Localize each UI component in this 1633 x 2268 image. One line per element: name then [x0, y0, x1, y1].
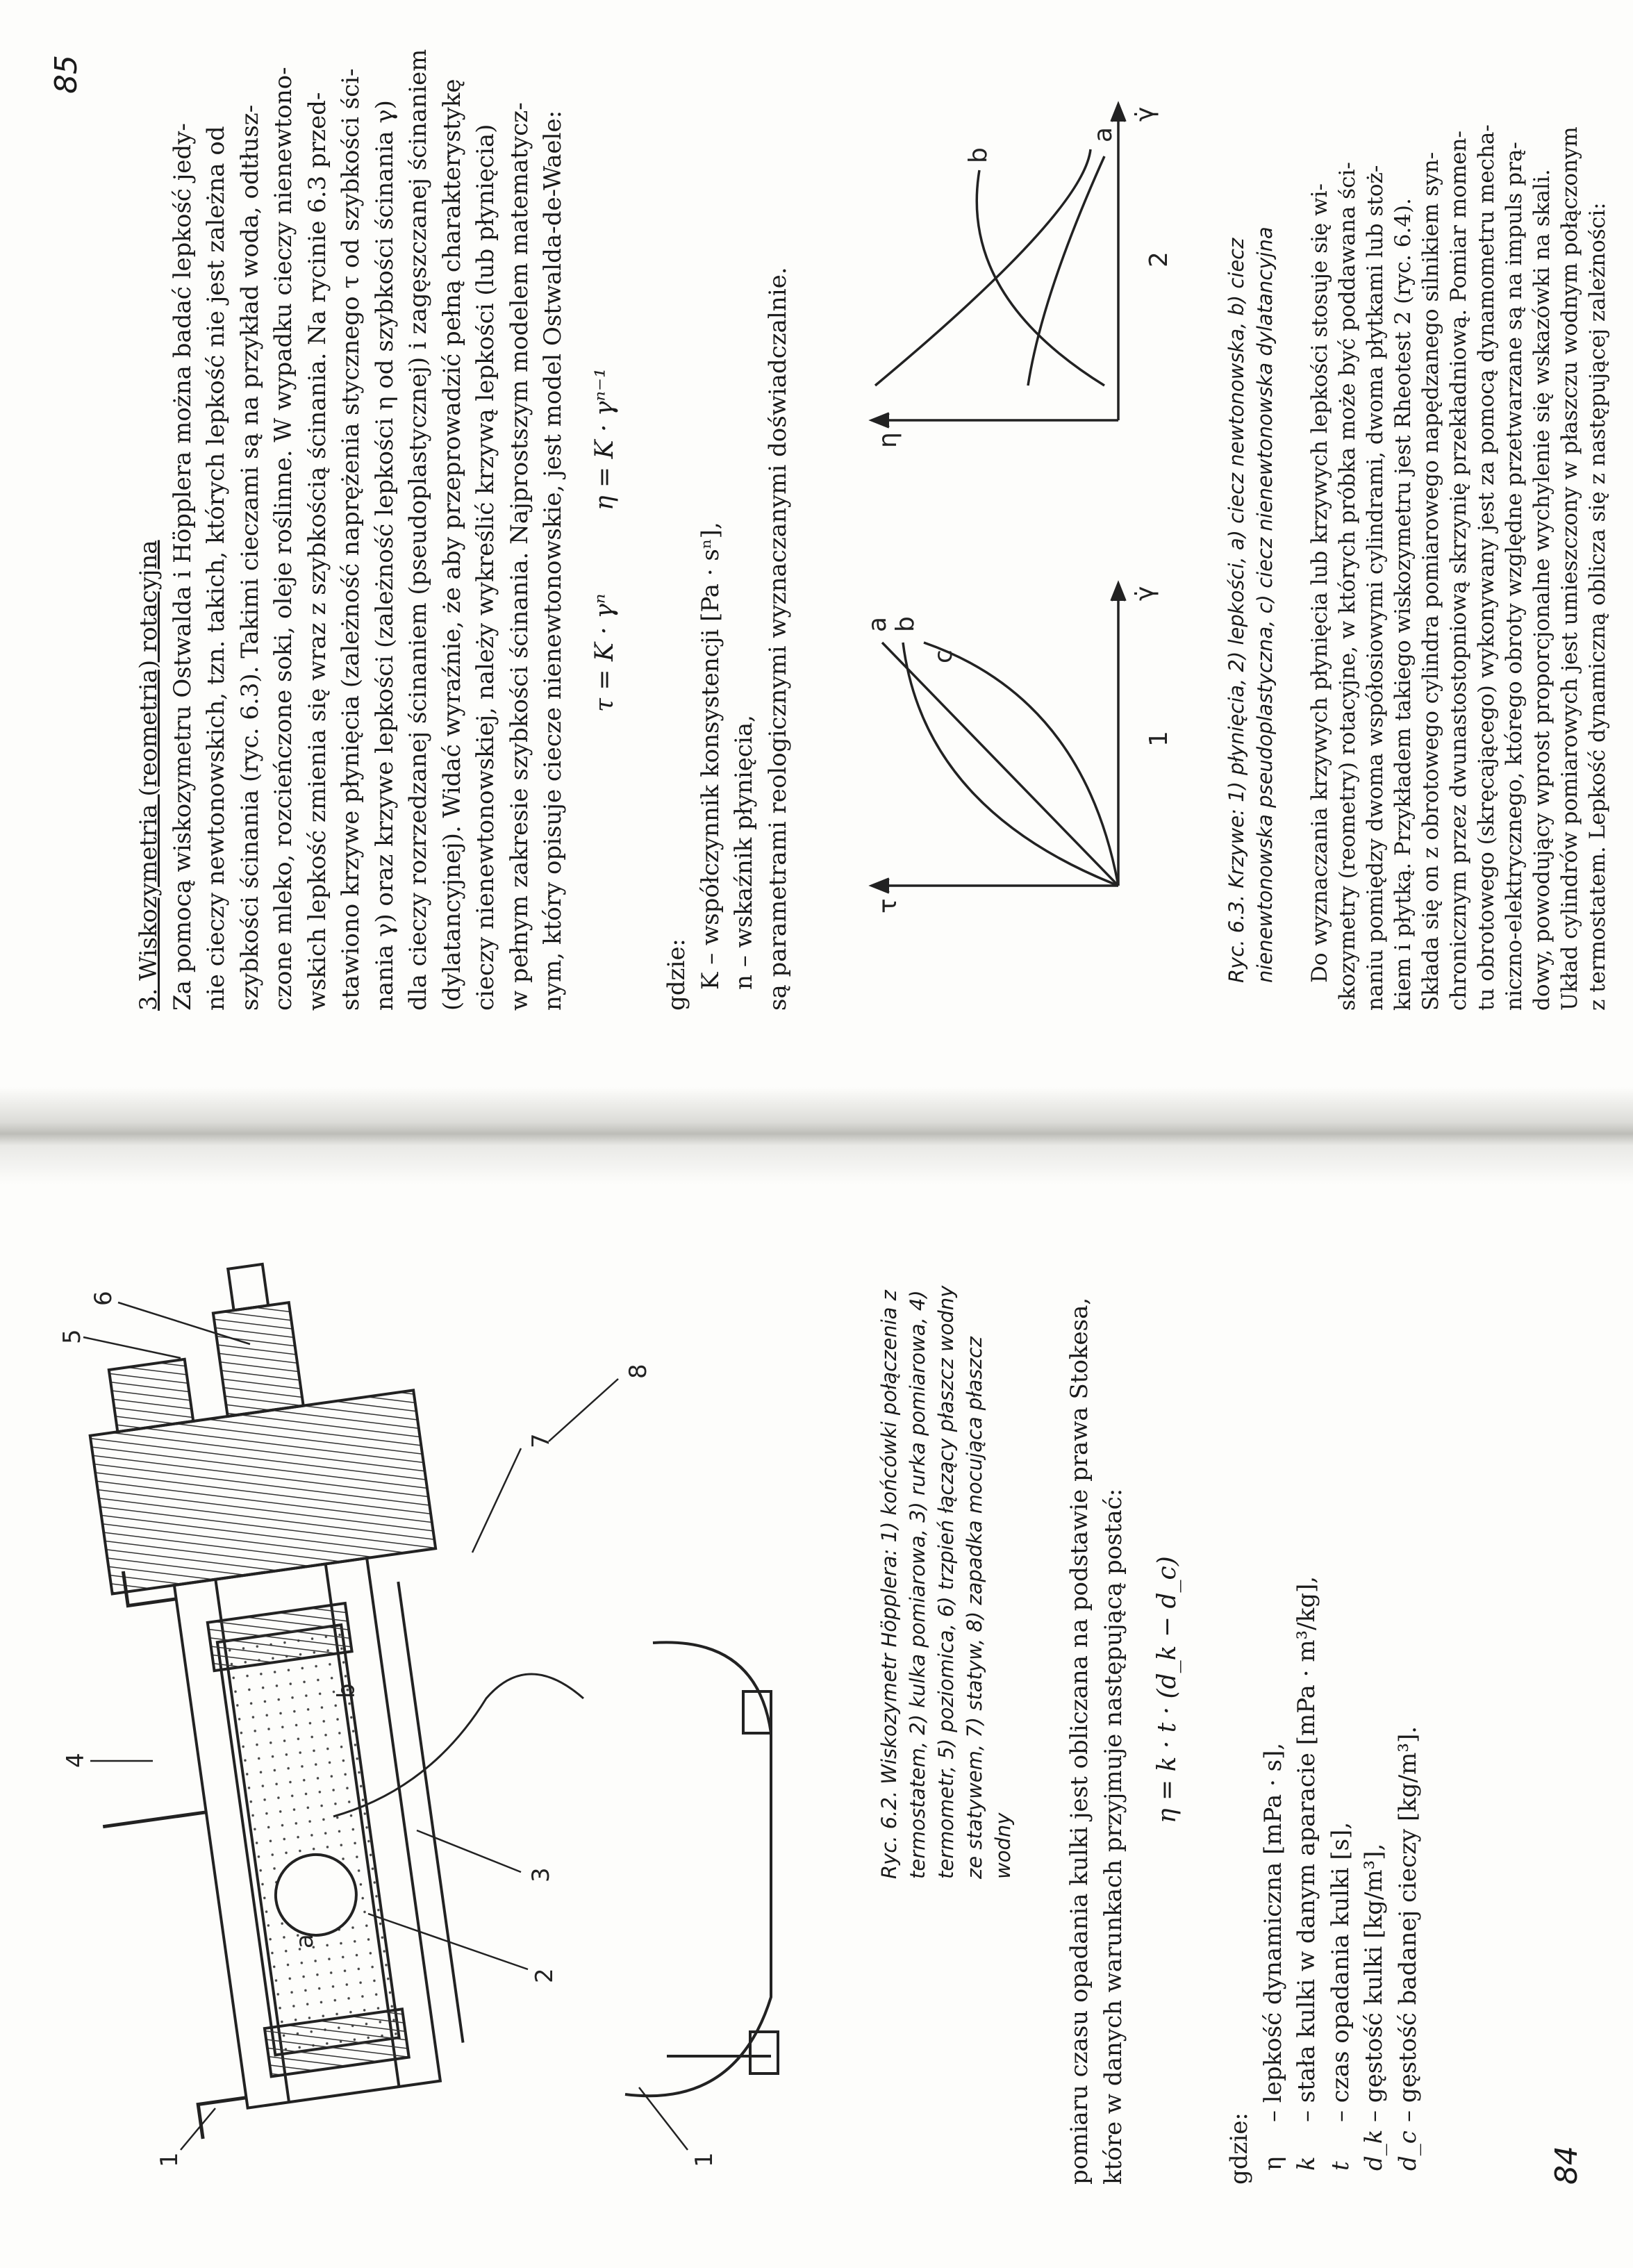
def-tail: są parametrami reologicznymi wyznaczanymi doświadczalnie.	[763, 267, 792, 1011]
stokes-equation: η = k · t · (d_k − d_c)	[1153, 1556, 1182, 1823]
plot1-y-label: τ	[874, 898, 902, 913]
page-number-85: 85	[49, 55, 84, 94]
para-line-11: w pełnym zakresie szybkości ścinania. Najprostszym modelem matematycz-	[505, 102, 533, 1011]
fig-label-7: 7	[527, 1433, 555, 1448]
body-line-2: skozymetry (reometry) rotacyjne, w których próbka może być poddawana ści-	[1335, 162, 1360, 1011]
figure-caption-6-2: Ryc. 6.2. Wiskozymetr Höpplera: 1) końcówki połączenia z termostatem, 2) kulka pomiarowa, 3) rurka pomiarowa, 4) termometr, 5) poziomica, 6) trzpień łączący płaszcz wodny ze statywem, 7) statyw, 8) zapadka mocująca płaszcz wodny	[877, 1285, 1015, 1879]
fig-label-2: 2	[531, 1968, 558, 1983]
fig-label-b: b	[333, 1683, 360, 1698]
fig-label-8: 8	[624, 1364, 652, 1379]
fig-label-1b: 1	[690, 2152, 718, 2167]
body-line-9: dowy, powodujący wprost proporcjonalne wychylenie się wskazówki na skali.	[1530, 169, 1555, 1011]
para-line-1: Za pomocą wiskozymetru Ostwalda i Höpplera można badać lepkość jedy-	[168, 123, 197, 1011]
where-label-right: gdzie:	[663, 938, 690, 1011]
plot2-y-label: η	[874, 432, 902, 448]
page-number-84: 84	[1549, 2146, 1584, 2185]
plot2-number: 2	[1145, 251, 1173, 267]
def-t: t– czas opadania kulki [s],	[1326, 1821, 1354, 2171]
plot1-number: 1	[1145, 731, 1173, 747]
body-line-6: chronicznym przez dwunastostopniową skrzynię przekładniową. Pomiar momen-	[1446, 131, 1471, 1011]
plot2-x-label: γ̇	[1131, 106, 1159, 122]
para-line-5: wskich lepkość zmienia się wraz z szybkością ścinania. Na rycinie 6.3 przed-	[303, 92, 331, 1011]
body-line-7: tu obrotowego (skręcającego) wykonywany jest za pomocą dynamometru mecha-	[1474, 124, 1499, 1011]
section-paragraph	[132, 49, 570, 1011]
flow-equation: τ = K · γⁿ	[590, 593, 619, 712]
def-k: k– stała kulki w danym aparacie [mPa · m³/kg],	[1293, 1575, 1320, 2171]
para-line-2: nie cieczy newtonowskich, tzn. takich, których lepkość nie jest zależna od	[202, 126, 230, 1011]
book-gutter	[0, 1087, 1633, 1184]
rheotest-paragraph	[1306, 66, 1611, 1011]
fig-label-5: 5	[58, 1329, 86, 1344]
plot1-x-label: γ̇	[1131, 586, 1159, 601]
body-line-1: Do wyznaczania krzywych płynięcia lub krzywych lepkości stosuje się wi-	[1307, 183, 1332, 983]
intro-line-1: pomiaru czasu opadania kulki jest obliczana na podstawie prawa Stokesa,	[1066, 1297, 1093, 2185]
viscosity-equation: η = K · γⁿ⁻¹	[590, 367, 619, 511]
body-line-11: z termostatem. Lepkość dynamiczną oblicza się z następującej zależności:	[1585, 202, 1610, 1011]
figure-caption-6-3	[1222, 66, 1279, 983]
def-dk: d_k– gęstość kulki [kg/m³],	[1360, 1843, 1388, 2171]
para-line-4: czone mleko, rozcieńczone soki, oleje roślinne. W wypadku cieczy nienewtono-	[270, 67, 297, 1011]
fig-label-6: 6	[90, 1291, 117, 1306]
para-line-9: (dylatancyjnej). Widać wyraźnie, że aby przeprowadzić pełną charakterystykę	[438, 78, 466, 1011]
parameters-block	[660, 66, 795, 1011]
page-84	[0, 1184, 1633, 2268]
para-line-7: nania γ) oraz krzywe lepkości (zależność lepkości η od szybkości ścinania γ)	[370, 100, 399, 1011]
plot2-curve-b: b	[964, 147, 993, 163]
body-line-8: niczno-elektrycznego, którego obroty względne przetwarzane są na impuls prą-	[1502, 142, 1527, 1011]
para-line-6: stawiono krzywe płynięcia (zależność naprężenia stycznego τ od szybkości ści-	[337, 68, 365, 1011]
plot1-curve-b: b	[891, 616, 920, 632]
plot1-curve-a: a	[863, 616, 892, 632]
where-label: gdzie:	[1225, 2112, 1253, 2185]
caption-line-1: Ryc. 6.3. Krzywe: 1) płynięcia, 2) lepkości, a) ciecz newtonowska, b) ciecz	[1225, 238, 1248, 983]
body-line-10: Układ cylindrów pomiarowych jest umieszczony w płaszczu wodnym połączonym	[1557, 126, 1582, 1011]
intro-line-2: które w danych warunkach przyjmuje następującą postać:	[1099, 1488, 1127, 2185]
plot2-curve-a: a	[1089, 126, 1118, 142]
caption-line-2: nienewtonowska pseudoplastyczna, c) ciecz nienewtonowska dylatancyjna	[1253, 226, 1277, 983]
fig-label-3: 3	[527, 1867, 555, 1882]
section-heading: 3. Wiskozymetria (reometria) rotacyjna	[135, 540, 163, 1011]
para-line-12: nym, który opisuje ciecze nienewtonowskie, jest model Ostwalda-de-Waele:	[539, 110, 567, 1011]
fig-label-a: a	[291, 1934, 319, 1948]
para-line-3: szybkości ścinania (ryc. 6.3). Takimi cieczami są na przykład woda, odtłusz-	[235, 104, 264, 1011]
body-line-5: Składa się on z obrotowego cylindra pomiarowego napędzanego silnikiem syn-	[1418, 151, 1443, 1011]
para-line-8: dla cieczy rozrzedzanej ścinaniem (pseudoplastycznej) i zagęszczanej ścinaniem	[404, 49, 432, 1011]
hoppler-viscometer-figure	[42, 1254, 820, 2178]
body-line-3: naniu pomiędzy dwoma współosiowymi cylindrami, dwoma płytkami lub stoż-	[1363, 165, 1388, 1011]
page-85	[0, 0, 1633, 1087]
flow-curves-figure	[820, 66, 1209, 990]
intro-paragraph	[1063, 1254, 1130, 2185]
plot1-curve-c: c	[929, 649, 958, 663]
def-K: K – współczynnik konsystencji [Pa · sⁿ],	[696, 522, 724, 990]
para-line-10: cieczy nienewtonowskiej, należy wykreślić krzywą lepkości (lub płynięcia)	[472, 124, 499, 1011]
definitions-block	[1222, 1254, 1425, 2185]
def-n: n – wskaźnik płynięcia,	[730, 715, 758, 990]
fig-label-1: 1	[156, 2152, 183, 2167]
def-dc: d_c– gęstość badanej cieczy [kg/m³].	[1393, 1725, 1422, 2171]
def-eta: η– lepkość dynamiczna [mPa · s],	[1259, 1742, 1287, 2171]
fig-label-4: 4	[62, 1753, 90, 1768]
body-line-4: kiem i płytką. Przykładem takiego wiskozymetru jest Rheotest 2 (ryc. 6.4).	[1391, 198, 1416, 1011]
